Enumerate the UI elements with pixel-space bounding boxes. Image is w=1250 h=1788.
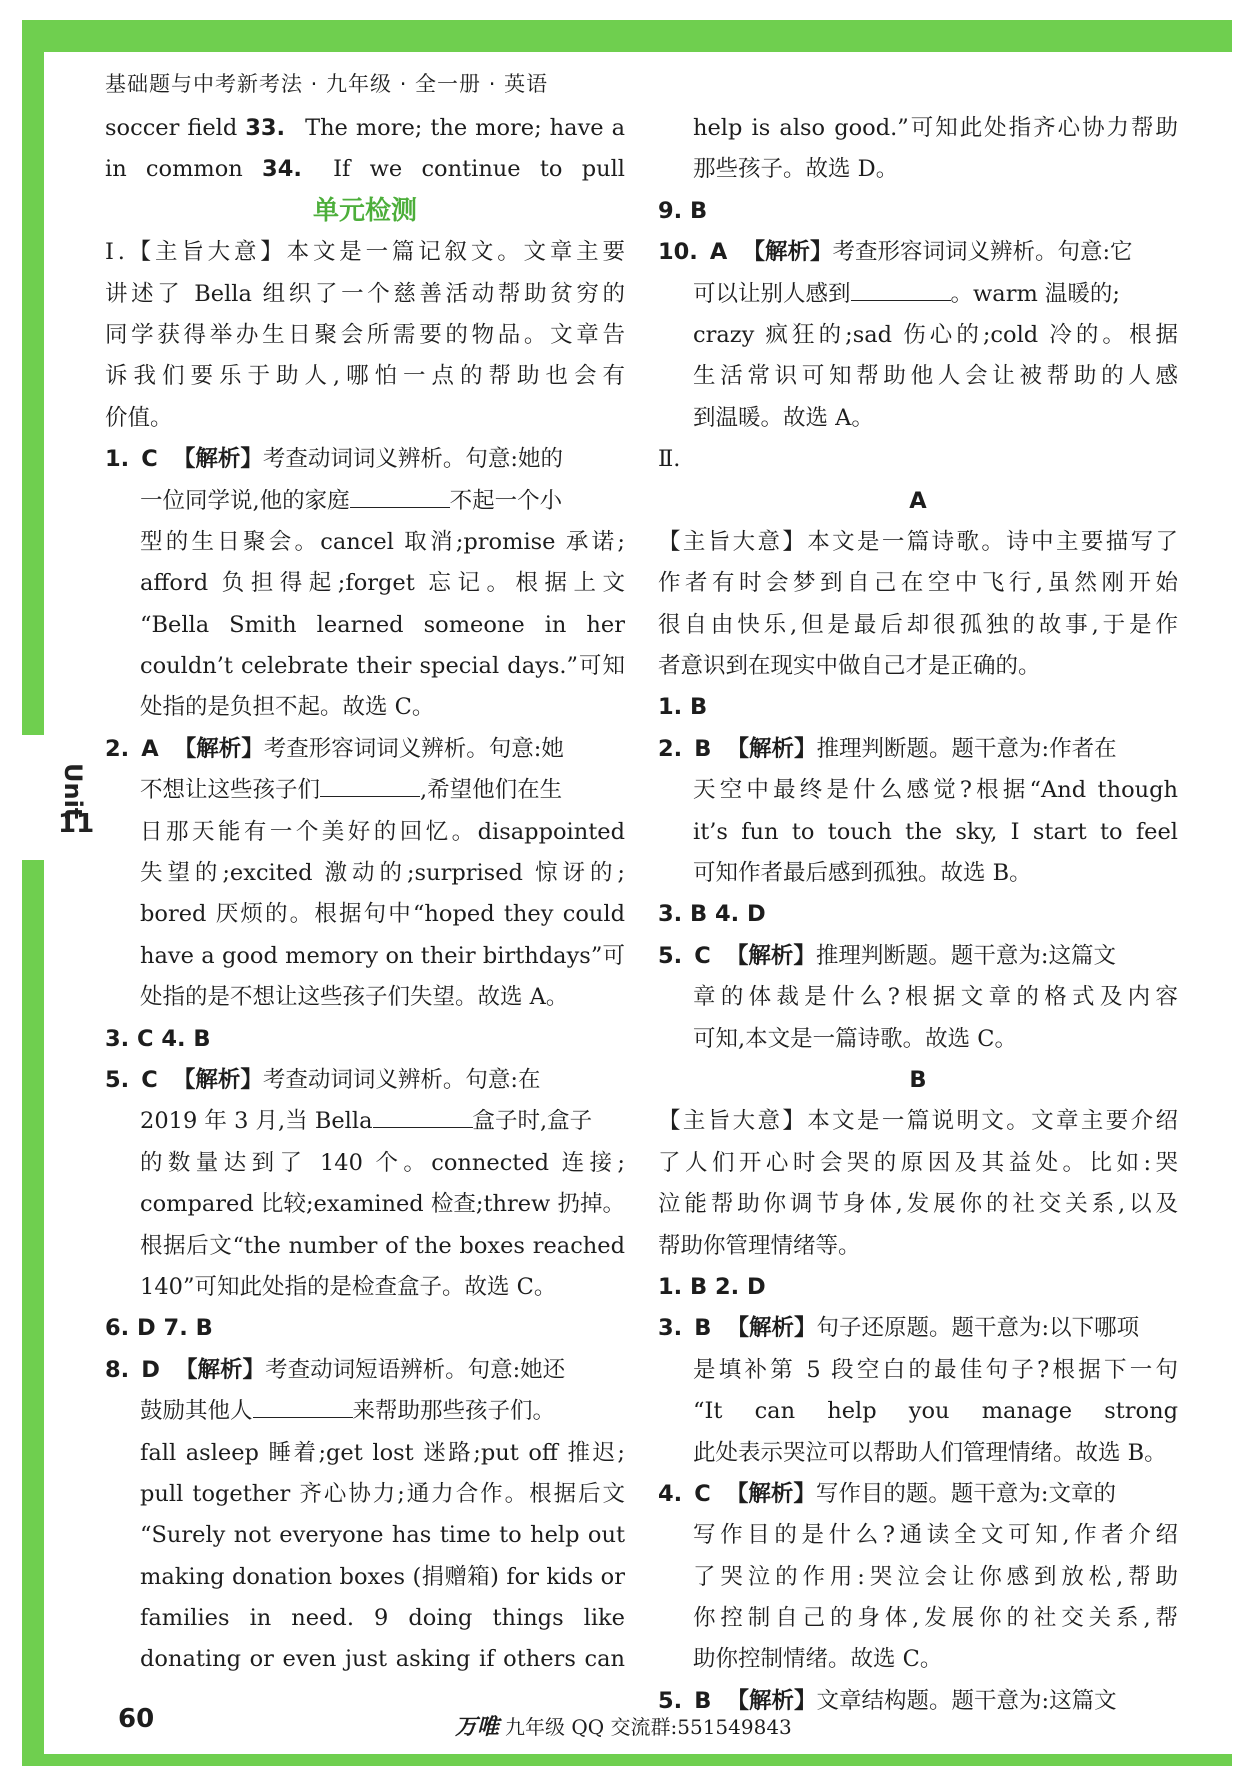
intro-line: 【主旨大意】本文是一篇诗歌。诗中主要描写了: [658, 528, 1178, 555]
answer-blank: [851, 278, 951, 301]
answer-blank: [253, 1395, 353, 1418]
intro-line: 【主旨大意】本文是一篇说明文。文章主要介绍: [658, 1108, 1178, 1135]
text: 文章结构题。题干意为:这篇文: [816, 1687, 1117, 1714]
question-line: [658, 274, 1178, 315]
intro-line: Ⅰ.【主旨大意】本文是一篇记叙文。文章主要: [105, 239, 625, 266]
question-number: 5.: [658, 1687, 683, 1714]
analysis-tag: 【解析】: [725, 1480, 816, 1507]
analysis-tag: 【解析】: [725, 942, 816, 969]
question-line: 你控制自己的身体,发展你的社交关系,帮: [693, 1605, 1178, 1632]
question-b3: [658, 1308, 1178, 1349]
question-a5: [658, 936, 1178, 977]
question-number: 34.: [262, 156, 302, 183]
text: ,希望他们在生: [420, 777, 563, 804]
analysis-tag: 【解析】: [726, 1687, 817, 1714]
text: 考查形容词词义辨析。句意:她: [263, 735, 564, 762]
left-green-border: [22, 20, 44, 1765]
answer-letter: B: [694, 1687, 712, 1714]
question-line: 根据后文“the number of the boxes reached: [140, 1232, 625, 1259]
intro-line: 泣能帮助你调节身体,发展你的社交关系,以及: [658, 1191, 1178, 1218]
text: in common: [105, 156, 243, 183]
answer-blank: [320, 774, 420, 797]
bottom-green-border: [22, 1754, 1232, 1766]
answer-letter: C: [694, 942, 711, 969]
question-line: 日那天能有一个美好的回忆。disappointed: [140, 818, 625, 845]
text: 考查形容词词义辨析。句意:它: [832, 239, 1133, 266]
section-a-label: A: [909, 487, 927, 514]
question-line: 天空中最终是什么感觉?根据“And though: [693, 777, 1178, 804]
question-line: compared 比较;examined 检查;threw 扔掉。: [140, 1191, 625, 1218]
intro-line: 帮助你管理情绪等。: [658, 1232, 861, 1259]
question-10: [658, 232, 1178, 273]
question-line: 章的体裁是什么?根据文章的格式及内容: [693, 984, 1178, 1011]
answers-b1-b2: 1. B 2. D: [658, 1273, 766, 1300]
intro-line: 很自由快乐,但是最后却很孤独的故事,于是作: [658, 611, 1178, 638]
question-line: 是填补第 5 段空白的最佳句子?根据下一句: [693, 1356, 1178, 1383]
unit-number: 11: [58, 809, 95, 839]
question-number: 4.: [658, 1480, 683, 1507]
answer-9: 9. B: [658, 197, 708, 224]
question-a2: [658, 729, 1178, 770]
question-line: it’s fun to touch the sky, I start to feel: [693, 818, 1178, 845]
question-line: 此处表示哭泣可以帮助人们管理情绪。故选 B。: [693, 1439, 1167, 1466]
text: 盒子时,盒子: [472, 1108, 593, 1135]
question-line: pull together 齐心协力;通力合作。根据后文: [140, 1480, 625, 1507]
question-line: help is also good.”可知此处指齐心协力帮助: [693, 115, 1178, 141]
brand-logo: 万唯: [455, 1715, 500, 1740]
text: 推理判断题。题干意为:作者在: [816, 735, 1117, 762]
right-column: [658, 108, 1178, 1722]
question-line: 可知作者最后感到孤独。故选 B。: [693, 860, 1032, 887]
question-line: couldn’t celebrate their special days.”可知: [140, 653, 625, 680]
question-line: [105, 1101, 625, 1142]
text: 来帮助那些孩子们。: [352, 1398, 556, 1425]
question-8: [105, 1350, 625, 1391]
text: 。warm 温暖的;: [950, 280, 1121, 307]
text: The more; the more; have a: [305, 115, 625, 141]
answer-letter: C: [141, 1066, 158, 1093]
analysis-tag: 【解析】: [726, 735, 817, 762]
question-line: “Bella Smith learned someone in her: [140, 611, 625, 638]
text: If we continue to pull: [333, 156, 625, 183]
question-line: 写作目的是什么?通读全文可知,作者介绍: [693, 1522, 1178, 1549]
question-line: 处指的是负担不起。故选 C。: [140, 694, 435, 721]
intro-line: 讲述了 Bella 组织了一个慈善活动帮助贫穷的: [105, 280, 625, 307]
question-number: 8.: [105, 1356, 130, 1383]
intro-line: 诉我们要乐于助人,哪怕一点的帮助也会有: [105, 363, 625, 390]
question-line: fall asleep 睡着;get lost 迷路;put off 推迟;: [140, 1439, 625, 1466]
question-line: donating or even just asking if others can: [140, 1646, 625, 1673]
analysis-tag: 【解析】: [172, 1066, 263, 1093]
left-column: [105, 108, 625, 1681]
question-line: families in need. 9 doing things like: [140, 1605, 625, 1632]
question-5: [105, 1060, 625, 1101]
question-line: “It can help you manage strong: [693, 1398, 1178, 1425]
question-line: [105, 770, 625, 811]
intro-line: 了人们开心时会哭的原因及其益处。比如:哭: [658, 1149, 1178, 1176]
text: 一位同学说,他的家庭: [140, 487, 350, 514]
answers-6-7: 6. D 7. B: [105, 1315, 213, 1342]
question-1: [105, 439, 625, 480]
question-line: 可知,本文是一篇诗歌。故选 C。: [693, 1025, 1018, 1052]
answer-blank: [373, 1105, 473, 1128]
answers-a3-a4: 3. B 4. D: [658, 901, 766, 928]
text: 不想让这些孩子们: [140, 777, 321, 804]
question-2: [105, 729, 625, 770]
question-line: 到温暖。故选 A。: [693, 404, 874, 431]
text: 考查动词词义辨析。句意:她的: [262, 446, 563, 473]
analysis-tag: 【解析】: [172, 446, 263, 473]
answer-line: [105, 108, 625, 149]
answer-a1: 1. B: [658, 694, 708, 721]
part-2-label: Ⅱ.: [658, 446, 681, 473]
text: 不起一个小: [449, 487, 563, 514]
answers-3-4: 3. C 4. B: [105, 1025, 211, 1052]
text: 句子还原题。题干意为:以下哪项: [816, 1315, 1140, 1342]
question-line: 了哭泣的作用:哭泣会让你感到放松,帮助: [693, 1563, 1178, 1590]
question-line: 那些孩子。故选 D。: [693, 156, 899, 183]
question-line: 助你控制情绪。故选 C。: [693, 1646, 943, 1673]
question-line: crazy 疯狂的;sad 伤心的;cold 冷的。根据: [693, 321, 1178, 348]
question-line: have a good memory on their birthdays”可: [140, 942, 625, 969]
question-number: 2.: [658, 735, 683, 762]
question-line: 处指的是不想让这些孩子们失望。故选 A。: [140, 984, 569, 1011]
text: 推理判断题。题干意为:这篇文: [815, 942, 1116, 969]
question-line: 失望的;excited 激动的;surprised 惊讶的;: [140, 860, 625, 887]
question-number: 5.: [105, 1066, 130, 1093]
question-line: afford 负担得起;forget 忘记。根据上文: [140, 570, 625, 597]
page-number: 60: [118, 1704, 155, 1734]
answer-letter: B: [694, 1315, 712, 1342]
page-header: 基础题与中考新考法 · 九年级 · 全一册 · 英语: [105, 72, 549, 96]
text: 2019 年 3 月,当 Bella: [140, 1108, 373, 1135]
intro-line: 作者有时会梦到自己在空中飞行,虽然刚开始: [658, 570, 1178, 597]
text: 鼓励其他人: [140, 1398, 253, 1425]
analysis-tag: 【解析】: [173, 735, 264, 762]
answer-letter: A: [141, 735, 159, 762]
section-title: 单元检测: [312, 195, 417, 226]
question-number: 33.: [245, 115, 286, 141]
question-number: 5.: [658, 942, 683, 969]
top-green-border: [22, 20, 1232, 52]
question-line: making donation boxes (捐赠箱) for kids or: [140, 1563, 625, 1590]
analysis-tag: 【解析】: [726, 1315, 817, 1342]
text: 写作目的题。题干意为:文章的: [815, 1480, 1116, 1507]
text: soccer field: [105, 115, 238, 141]
answer-letter: D: [141, 1356, 160, 1383]
answer-letter: C: [141, 446, 158, 473]
question-number: 3.: [658, 1315, 683, 1342]
footer-text: 九年级 QQ 交流群:551549843: [505, 1715, 792, 1739]
question-line: [105, 1391, 625, 1432]
question-line: 型的生日聚会。cancel 取消;promise 承诺;: [140, 528, 625, 555]
question-number: 1.: [105, 446, 130, 473]
unit-word: Unit: [59, 763, 87, 820]
intro-line: 同学获得举办生日聚会所需要的物品。文章告: [105, 321, 625, 348]
question-number: 10.: [658, 239, 698, 266]
answer-letter: C: [694, 1480, 711, 1507]
text: 可以让别人感到: [693, 280, 851, 307]
analysis-tag: 【解析】: [742, 239, 833, 266]
answer-blank: [350, 485, 450, 508]
question-line: 140”可知此处指的是检查盒子。故选 C。: [140, 1273, 557, 1300]
intro-line: 者意识到在现实中做自己才是正确的。: [658, 653, 1041, 680]
question-line: “Surely not everyone has time to help out: [140, 1522, 625, 1549]
answer-line: [105, 149, 625, 190]
section-b-label: B: [909, 1066, 927, 1093]
question-b4: [658, 1474, 1178, 1515]
unit-label: [58, 746, 95, 839]
intro-line: 价值。: [105, 404, 173, 431]
question-line: 生活常识可知帮助他人会让被帮助的人感: [693, 363, 1178, 390]
analysis-tag: 【解析】: [175, 1356, 266, 1383]
footer-brand: [455, 1710, 792, 1741]
text: 考查动词词义辨析。句意:在: [262, 1066, 541, 1093]
answer-letter: A: [709, 239, 728, 266]
question-line: bored 厌烦的。根据句中“hoped they could: [140, 901, 625, 928]
answer-letter: B: [694, 735, 712, 762]
question-number: 2.: [105, 735, 130, 762]
text: 考查动词短语辨析。句意:她还: [265, 1356, 566, 1383]
question-line: 的数量达到了 140 个。connected 连接;: [140, 1149, 625, 1176]
question-line: [105, 481, 625, 522]
